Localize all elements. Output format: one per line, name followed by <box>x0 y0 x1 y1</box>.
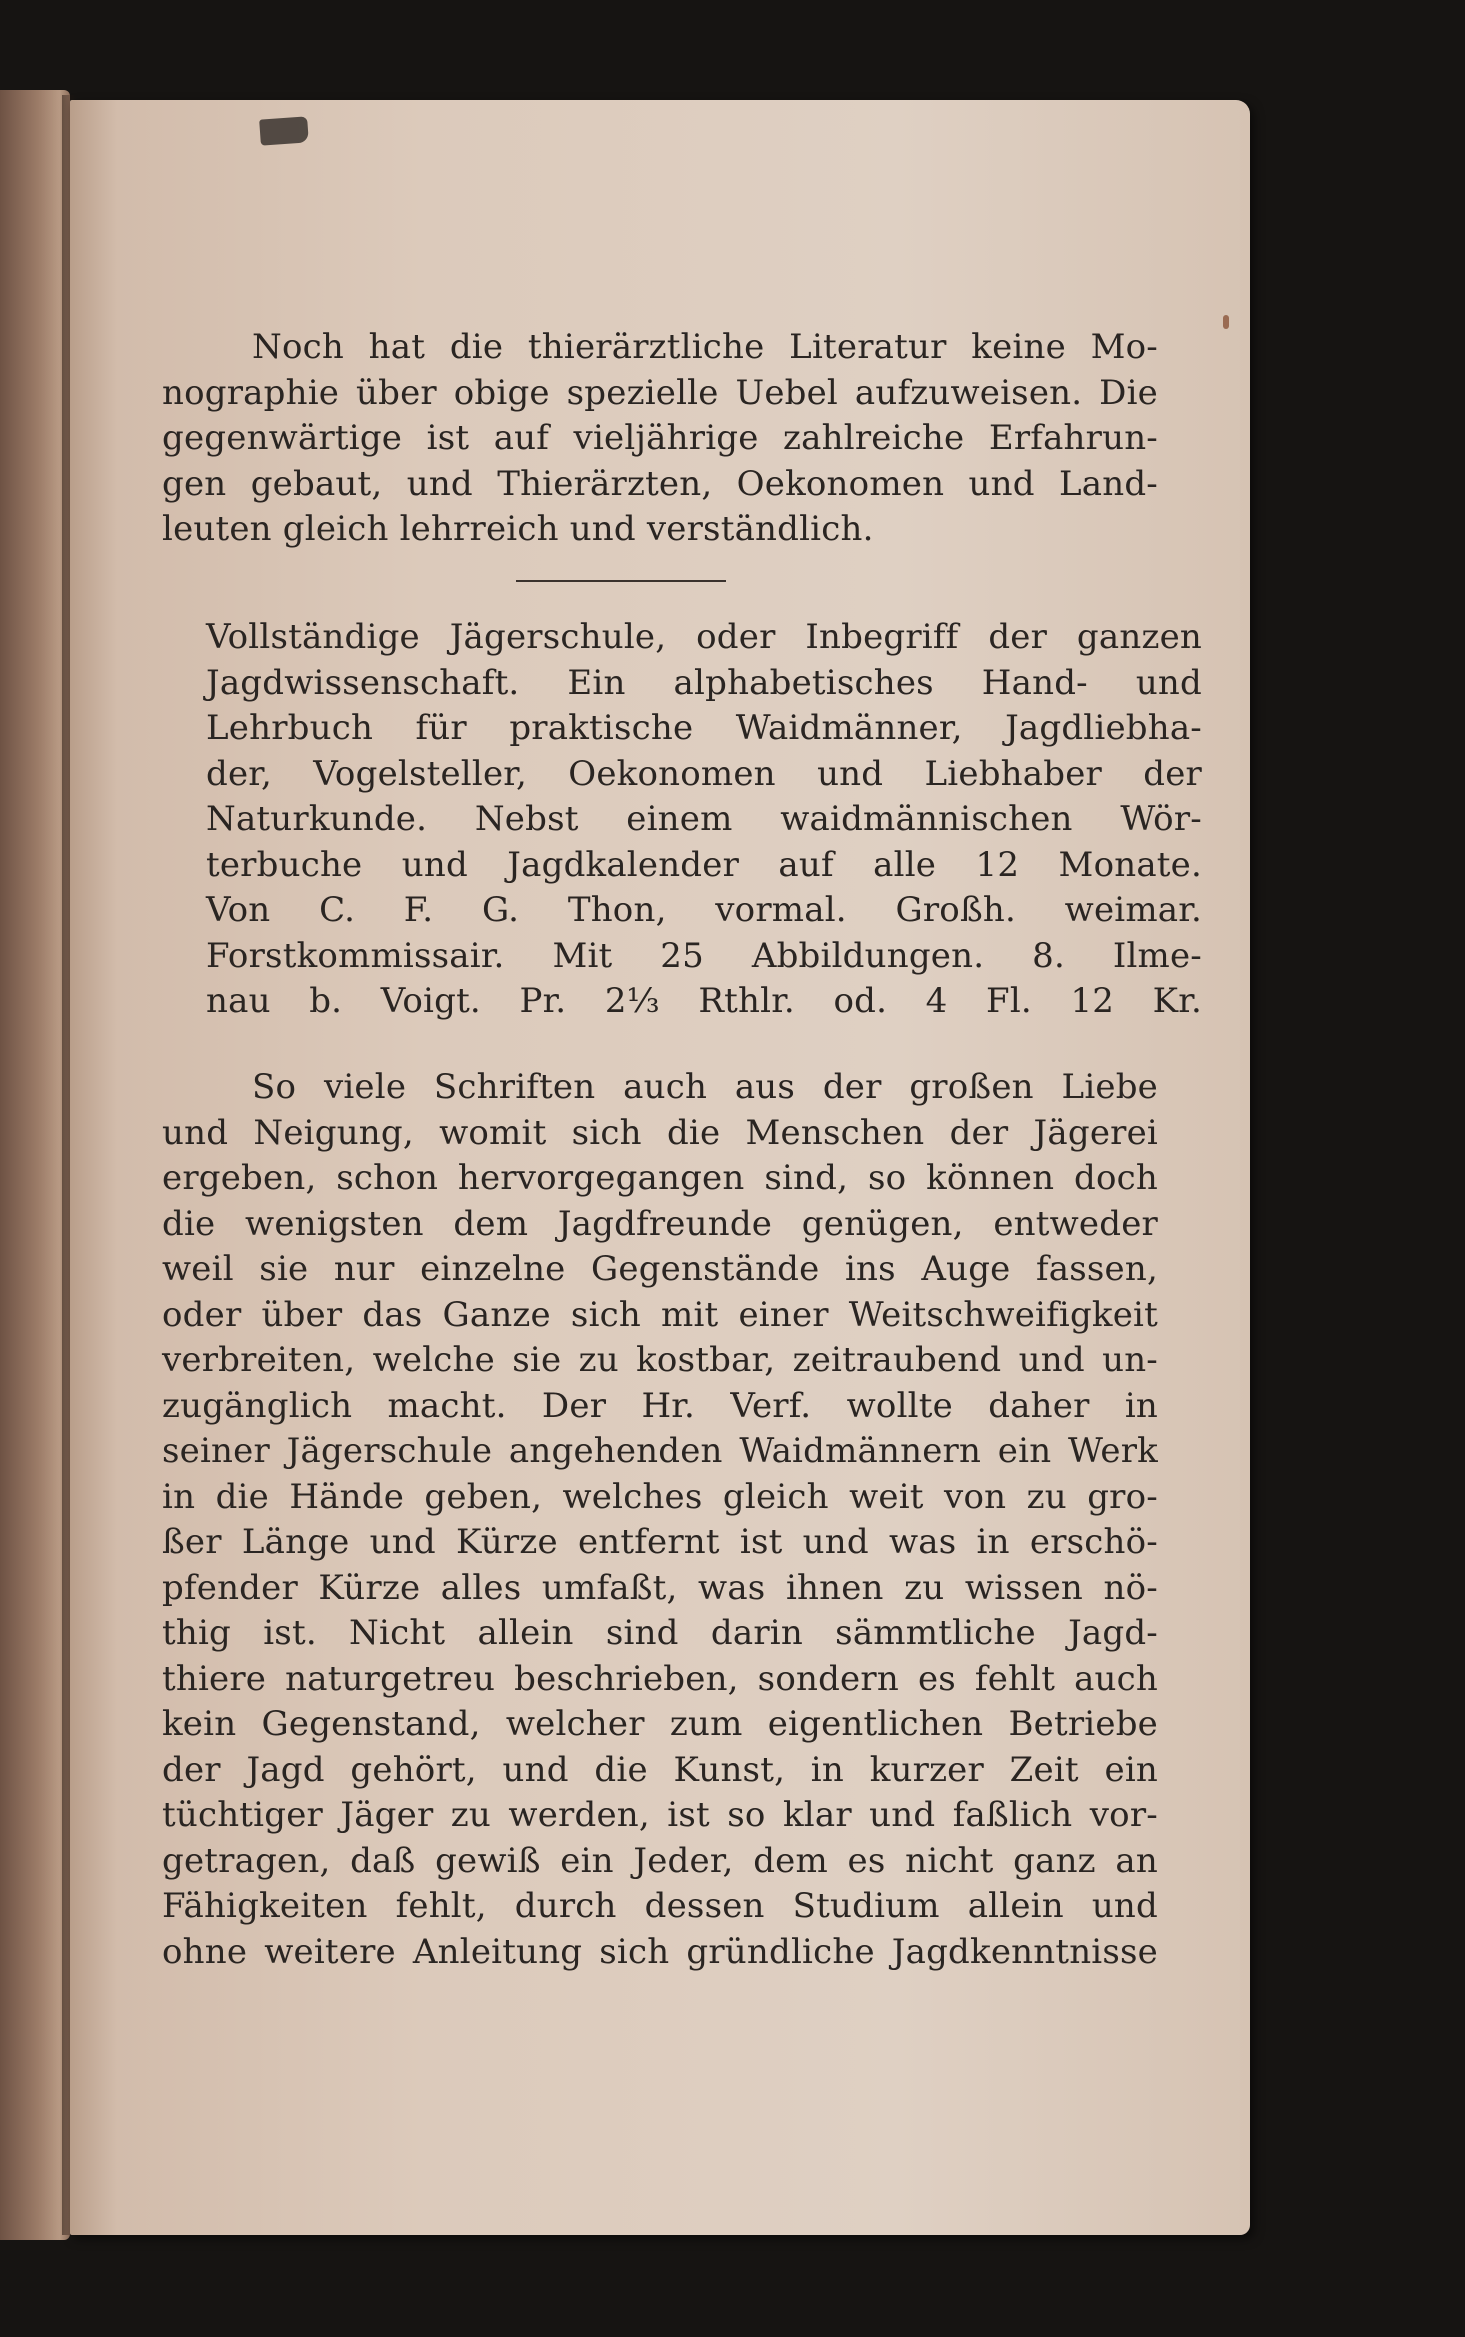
text-line: ohne weitere Anleitung sich gründliche Jagdkenntnisse <box>162 1931 1158 1972</box>
text-line: kein Gegenstand, welcher zum eigentlichen Betriebe <box>162 1704 1158 1744</box>
ink-smudge <box>259 116 309 145</box>
review-body <box>162 1065 1158 1975</box>
text-line: und Neigung, womit sich die Menschen der Jägerei <box>162 1112 1158 1153</box>
text-line: So viele Schriften auch aus der großen Liebe <box>252 1067 1158 1107</box>
text-line: seiner Jägerschule angehenden Waidmännern ein Werk <box>162 1431 1158 1471</box>
text-line: in die Hände geben, welches gleich weit von zu gro- <box>162 1476 1158 1517</box>
text-line: Forstkommissair. Mit 25 Abbildungen. 8. Ilme- <box>206 935 1202 976</box>
text-line: verbreiten, welche sie zu kostbar, zeitraubend und un- <box>162 1340 1158 1380</box>
text-line: nau b. Voigt. Pr. 2⅓ Rthlr. od. 4 Fl. 12 Kr. <box>206 981 1202 1021</box>
paper-stain <box>1223 315 1229 329</box>
text-line: ergeben, schon hervorgegangen sind, so können doch <box>162 1158 1158 1198</box>
text-line: zugänglich macht. Der Hr. Verf. wollte daher in <box>162 1385 1158 1426</box>
text-line: Noch hat die thierärztliche Literatur keine Mo- <box>252 327 1158 367</box>
text-line: thiere naturgetreu beschrieben, sondern es fehlt auch <box>162 1658 1158 1699</box>
review-title-entry <box>162 615 1202 1025</box>
paragraph-veterinary-note <box>162 325 1158 553</box>
book-page <box>70 100 1250 2235</box>
text-line: gegenwärtige ist auf vieljährige zahlreiche Erfahrun- <box>162 418 1158 458</box>
text-line: thig ist. Nicht allein sind darin sämmtliche Jagd- <box>162 1613 1158 1653</box>
text-line: der, Vogelsteller, Oekonomen und Liebhaber der <box>206 753 1202 794</box>
text-line: pfender Kürze alles umfaßt, was ihnen zu wissen nö- <box>162 1567 1158 1608</box>
text-line: gen gebaut, und Thierärzten, Oekonomen und Land- <box>162 463 1158 504</box>
section-divider <box>516 580 726 582</box>
text-line: der Jagd gehört, und die Kunst, in kurzer Zeit ein <box>162 1749 1158 1790</box>
text-line: Naturkunde. Nebst einem waidmännischen Wör- <box>206 799 1202 839</box>
text-line: die wenigsten dem Jagdfreunde genügen, entweder <box>162 1203 1158 1244</box>
text-line: Vollständige Jägerschule, oder Inbegriff der ganzen <box>206 617 1202 657</box>
text-line: terbuche und Jagdkalender auf alle 12 Monate. <box>206 844 1202 885</box>
text-line: leuten gleich lehrreich und verständlich. <box>162 509 874 549</box>
text-line: Jagdwissenschaft. Ein alphabetisches Hand- und <box>206 662 1202 703</box>
facing-page-edge <box>0 90 70 2240</box>
text-line: weil sie nur einzelne Gegenstände ins Auge fassen, <box>162 1249 1158 1289</box>
text-line: ßer Länge und Kürze entfernt ist und was in erschö- <box>162 1522 1158 1562</box>
text-line: Von C. F. G. Thon, vormal. Großh. weimar. <box>206 890 1202 930</box>
text-line: oder über das Ganze sich mit einer Weitschweifigkeit <box>162 1294 1158 1335</box>
text-line: tüchtiger Jäger zu werden, ist so klar und faßlich vor- <box>162 1795 1158 1835</box>
text-line: Lehrbuch für praktische Waidmänner, Jagdliebha- <box>206 708 1202 748</box>
text-line: nographie über obige spezielle Uebel aufzuweisen. Die <box>162 372 1158 413</box>
text-line: getragen, daß gewiß ein Jeder, dem es nicht ganz an <box>162 1840 1158 1881</box>
text-line: Fähigkeiten fehlt, durch dessen Studium allein und <box>162 1886 1158 1926</box>
